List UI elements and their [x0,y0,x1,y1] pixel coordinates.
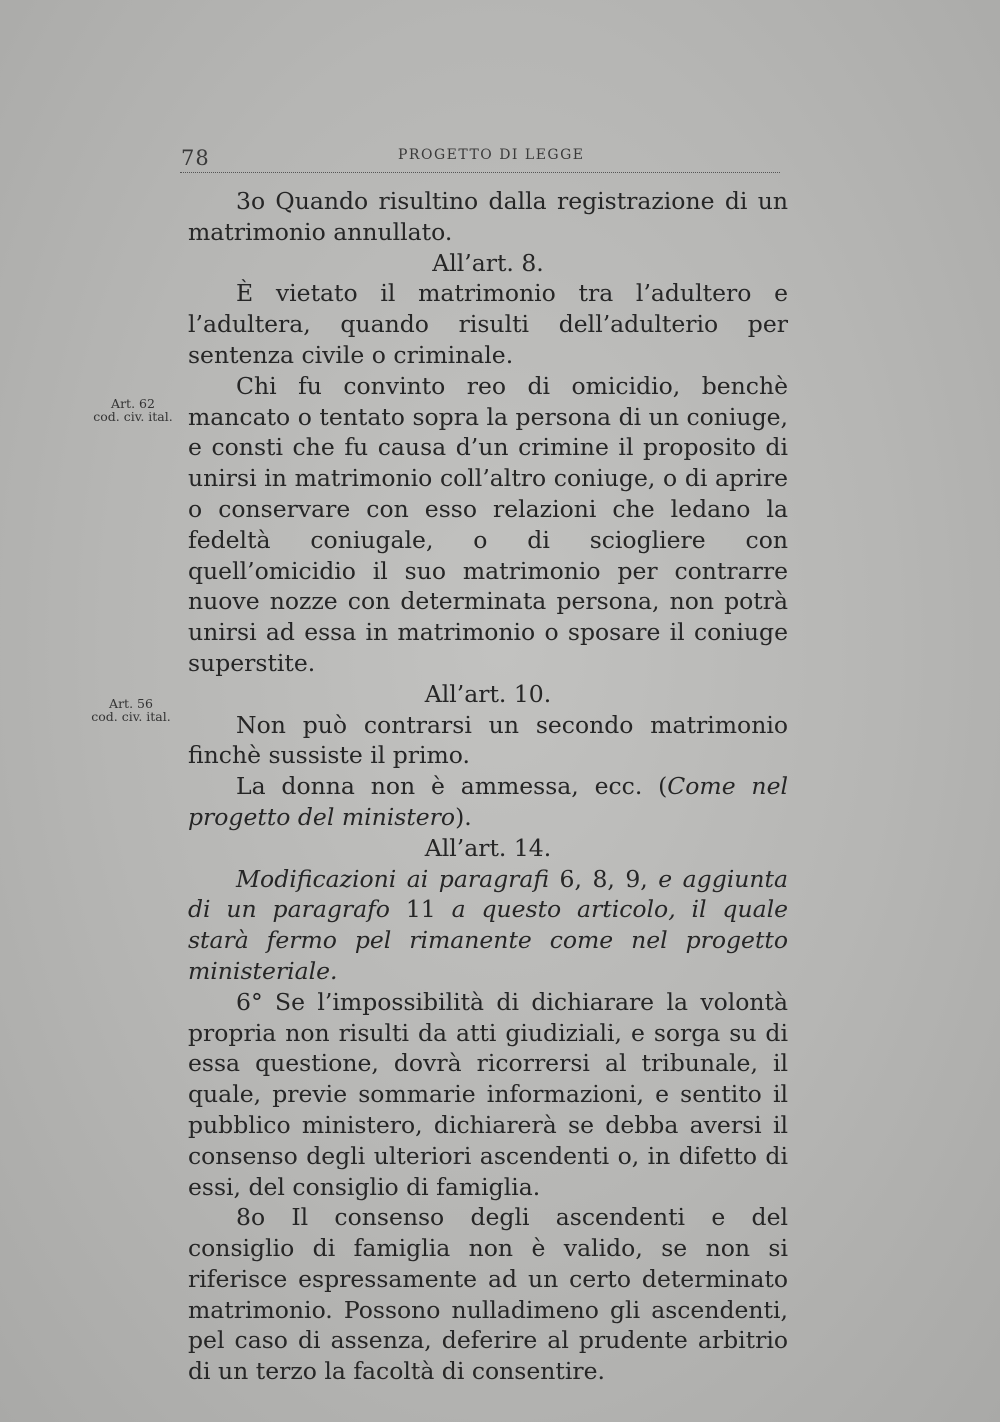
italic-run: e aggiunta di un paragrafo [188,864,788,924]
text-run: 11 [389,895,452,924]
margin-note-line: cod. civ. ital. [93,409,173,424]
body-text [188,186,788,1387]
paragraph [188,864,788,987]
text-run: ). [455,802,472,831]
italic-run: a questo articolo, il quale starà fermo pel rimanente come nel progetto ministeriale. [188,895,789,985]
margin-note-line: cod. civ. ital. [91,709,171,724]
header-rule [180,172,780,173]
paragraph: Non può contrarsi un secondo matrimonio finchè sussiste il primo. [188,710,788,770]
margin-note-line: Art. 62 [111,396,155,411]
paragraph [188,771,788,833]
italic-run: Come nel progetto del ministero [188,772,788,831]
text-run: 6, 8, 9, [549,864,659,893]
section-heading: All’art. 10. [424,679,552,708]
margin-note-art-62 [78,397,188,423]
italic-run: Modificazioni ai paragrafi [236,864,550,893]
running-head: PROGETTO DI LEGGE [398,147,585,163]
paragraph: 8o Il consenso degli ascendenti e del consiglio di famiglia non è valido, se non si riferisce espressamente ad un certo determinato matrimonio. Possono nulladimeno gli ascendenti, pel caso di assenza, deferire al prudente arbitrio di un terzo la facoltà di consentire. [188,1203,788,1386]
margin-note-line: Art. 56 [109,696,153,711]
paragraph: È vietato il matrimonio tra l’adultero e l’adultera, quando risulti dell’adulterio per sentenza civile o criminale. [188,279,788,369]
page-number: 78 [181,146,210,170]
paragraph: Chi fu convinto reo di omicidio, benchè mancato o tentato sopra la persona di un coniuge, e consti che fu causa d’un crimine il proposito di unirsi in matrimonio coll’altro coniuge, o di aprire o conservare con esso relazioni che ledano la fedeltà coniugale, o di sciogliere con quell’omicidio il suo matrimonio per contrarre nuove nozze con determinata persona, non potrà unirsi ad essa in matrimonio o sposare il coniuge superstite. [188,371,788,677]
section-heading: All’art. 8. [432,248,544,277]
paragraph: 3o Quando risultino dalla registrazione di un matrimonio annullato. [188,187,788,246]
margin-note-art-56 [76,697,186,723]
section-heading: All’art. 14. [424,833,552,862]
paragraph: 6° Se l’impossibilità di dichiarare la volontà propria non risulti da atti giudiziali, e sorga su di essa questione, dovrà ricorrersi al tribunale, il quale, previe sommarie informazioni, e sentito il pubblico ministero, dichiarerà se debba aversi il consenso degli ulteriori ascendenti o, in difetto di essi, del consiglio di famiglia. [188,987,788,1201]
text-run: La donna non è ammessa, ecc. ( [236,772,668,801]
